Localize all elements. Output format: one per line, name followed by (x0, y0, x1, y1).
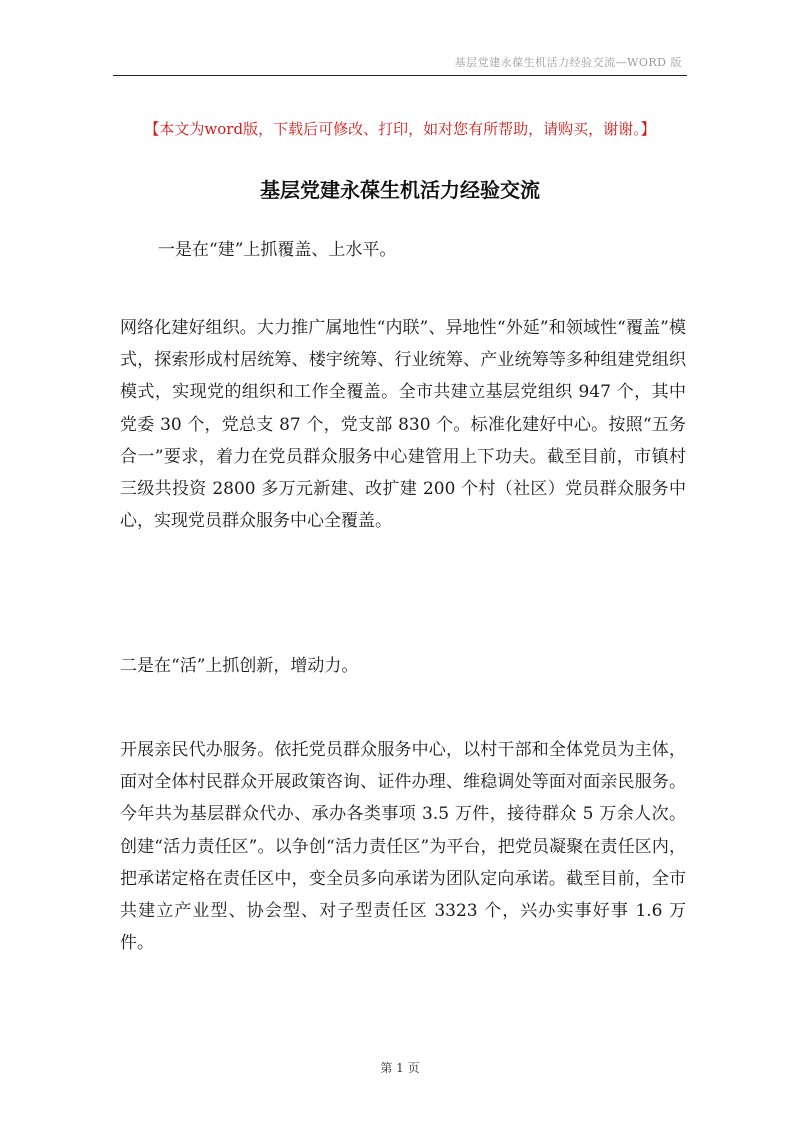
document-title: 基层党建永葆生机活力经验交流 (260, 178, 540, 202)
page-number: 第 1 页 (380, 1061, 420, 1075)
section-paragraph-1: 网络化建好组织。大力推广属地性“内联”、异地性“外延”和领域性“覆盖”模式，探索形成村居统筹、楼宇统筹、行业统筹、产业统筹等多种组建党组织模式，实现党的组织和工作全覆盖。全市共建立基层党组织 947 个，其中党委 30 个，党总支 87 个，党支部 830 个。标准化建好中心。按照“五务合一”要求，着力在党员群众服务中心建管用上下功夫。截至目前，市镇村三级共投资 2800 多万元新建、改扩建 200 个村（社区）党员群众服务中心，实现党员群众服务中心全覆盖。 (120, 318, 686, 532)
section-paragraph-2: 开展亲民代办服务。依托党员群众服务中心，以村干部和全体党员为主体，面对全体村民群众开展政策咨询、证件办理、维稳调处等面对面亲民服务。今年共为基层群众代办、承办各类事项 3.5 万件，接待群众 5 万余人次。创建“活力责任区”。以争创“活力责任区”为平台，把党员凝聚在责任区内，把承诺定格在责任区中，变全员多向承诺为团队定向承诺。截至目前，全市共建立产业型、协会型、对子型责任区 3323 个，兴办实事好事 1.6 万件。 (120, 740, 686, 954)
running-header: 基层党建永葆生机活力经验交流—WORD 版 (454, 56, 682, 69)
section-heading-2: 二是在“活”上抓创新，增动力。 (120, 656, 359, 676)
download-notice: 【本文为word版，下载后可修改、打印，如对您有所帮助，请购买，谢谢。】 (144, 120, 656, 138)
section-heading-1: 一是在“建”上抓覆盖、上水平。 (158, 240, 397, 260)
header-divider (113, 75, 687, 76)
